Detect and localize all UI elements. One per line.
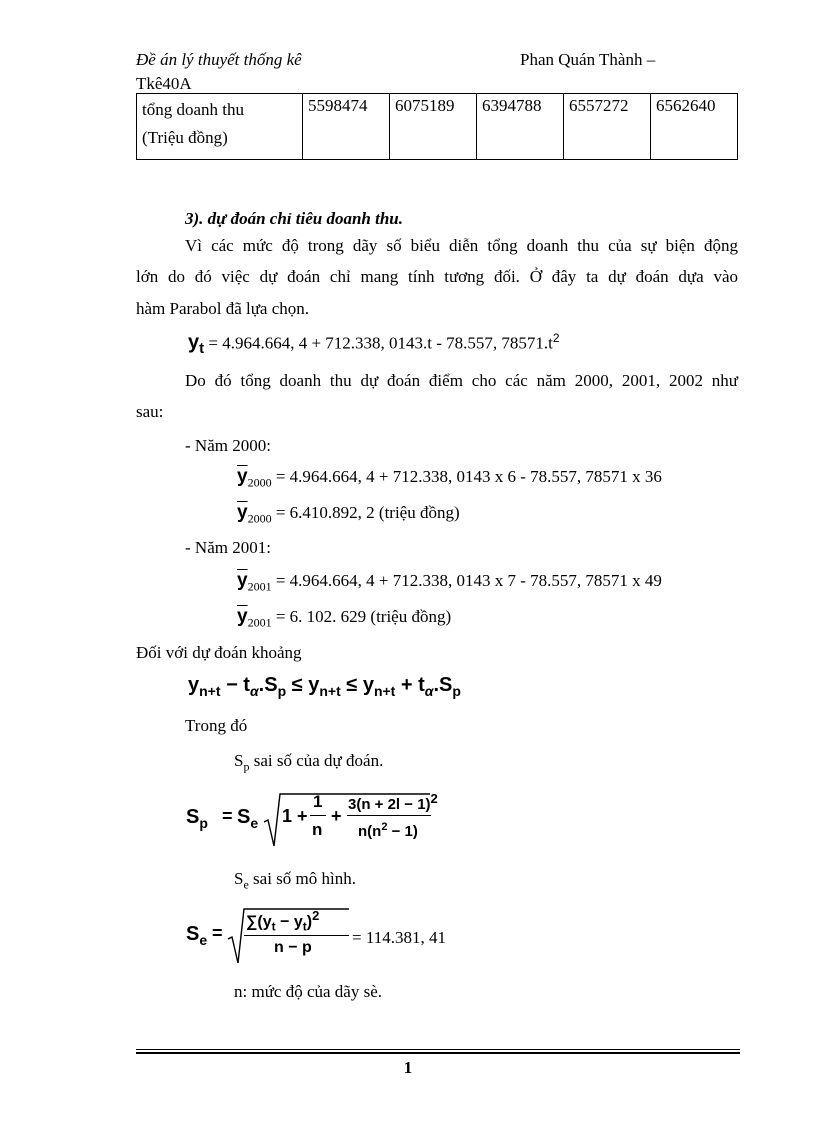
y2000-sub: 2000 — [247, 475, 272, 490]
eq-main-sup: 2 — [552, 331, 560, 345]
y2000-equation-1 — [237, 466, 662, 490]
interval-title: Đối với dự đoán khoảng — [136, 643, 302, 662]
header-code: Tkê40A — [136, 74, 192, 93]
y2001-sub: 2001 — [247, 579, 272, 594]
para2-line2: sau: — [136, 402, 164, 421]
y2000-eq2-text: = 6.410.892, 2 (triệu đồng) — [275, 503, 460, 522]
se-description: $S_e$ sai số mô hình. — [234, 869, 356, 892]
trong-do-label: Trong đó — [185, 716, 248, 735]
section-heading: 3). dự đoán chỉ tiêu doanh thu. — [185, 209, 404, 228]
eq-main-lhs: y — [188, 331, 200, 354]
para1-line3: hàm Parabol đã lựa chọn. — [136, 299, 310, 318]
table-cell: 6394788 — [477, 94, 564, 160]
table-row — [137, 94, 738, 160]
table-label-line1: tổng doanh thu — [142, 100, 244, 119]
footer-rule-bottom — [136, 1052, 740, 1054]
year-2000-label: - Năm 2000: — [185, 436, 271, 455]
y2001-equation-2 — [237, 606, 451, 630]
y2000-sub-2: 2000 — [247, 511, 272, 526]
table-cell: 5598474 — [303, 94, 390, 160]
table-label-line2: (Triệu đồng) — [142, 128, 228, 147]
y2001-eq2-text: = 6. 102. 629 (triệu đồng) — [275, 607, 452, 626]
footer-rule-top — [136, 1049, 740, 1050]
header-title: Đề án lý thuyết thống kê — [136, 50, 302, 69]
sp-desc-text: sai số của dự đoán. — [253, 751, 384, 770]
sp-formula: $S_p$ = $S_e$ 1 + 1 n + $3(n + 2l - 1)^2$ $n(n^2 - 1)$ — [186, 790, 446, 850]
se-value: = 114.381, 41 — [352, 928, 446, 947]
y2001-equation-1 — [237, 570, 662, 594]
eq-main-rhs: = 4.964.664, 4 + 712.338, 0143.t - 78.557, 78571.t — [208, 333, 553, 353]
parabola-equation — [188, 331, 560, 357]
revenue-table — [136, 93, 738, 160]
table-cell: 6562640 — [651, 94, 738, 160]
interval-formula: $y_{n+t} - t_\alpha.S_p \le y_{n+t} \le y_{n+t} + t_\alpha.S_p$ — [188, 674, 461, 699]
para1-line2: lớn do đó việc dự đoán chỉ mang tính tương đối. Ở đây ta dự đoán dựa vào — [136, 267, 738, 286]
n-description: n: mức độ của dãy sè. — [234, 982, 383, 1001]
eq-main-sub: t — [199, 340, 205, 358]
table-cell: 6075189 — [390, 94, 477, 160]
y-bar-symbol: $\overline{y}$ — [237, 502, 248, 523]
y-bar-symbol: $\overline{y}$ — [237, 570, 248, 591]
page-number: 1 — [403, 1058, 413, 1077]
table-row-label — [137, 94, 303, 160]
year-2001-label: - Năm 2001: — [185, 538, 271, 557]
y-bar-symbol: $\overline{y}$ — [237, 606, 248, 627]
y2001-eq1-text: = 4.964.664, 4 + 712.338, 0143 x 7 - 78.557, 78571 x 49 — [275, 571, 662, 590]
se-formula: $S_e$ = $\sum(y_t - y_t)^2$ n − p = 114.381, 41 — [186, 905, 486, 965]
header-author: Phan Quán Thành – — [520, 50, 656, 69]
y2000-equation-2 — [237, 502, 460, 526]
para2-line1: Do đó tổng doanh thu dự đoán điểm cho các năm 2000, 2001, 2002 như — [185, 371, 738, 390]
sp-description: $S_p$ sai số của dự đoán. — [234, 751, 384, 774]
y2001-sub-2: 2001 — [247, 615, 272, 630]
para1-line1: Vì các mức độ trong dãy số biểu diễn tổng doanh thu của sự biện động — [185, 236, 738, 255]
y2000-eq1-text: = 4.964.664, 4 + 712.338, 0143 x 6 - 78.557, 78571 x 36 — [275, 467, 662, 486]
se-desc-text: sai số mô hình. — [253, 869, 356, 888]
y-bar-symbol: $\overline{y}$ — [237, 466, 248, 487]
table-cell: 6557272 — [564, 94, 651, 160]
